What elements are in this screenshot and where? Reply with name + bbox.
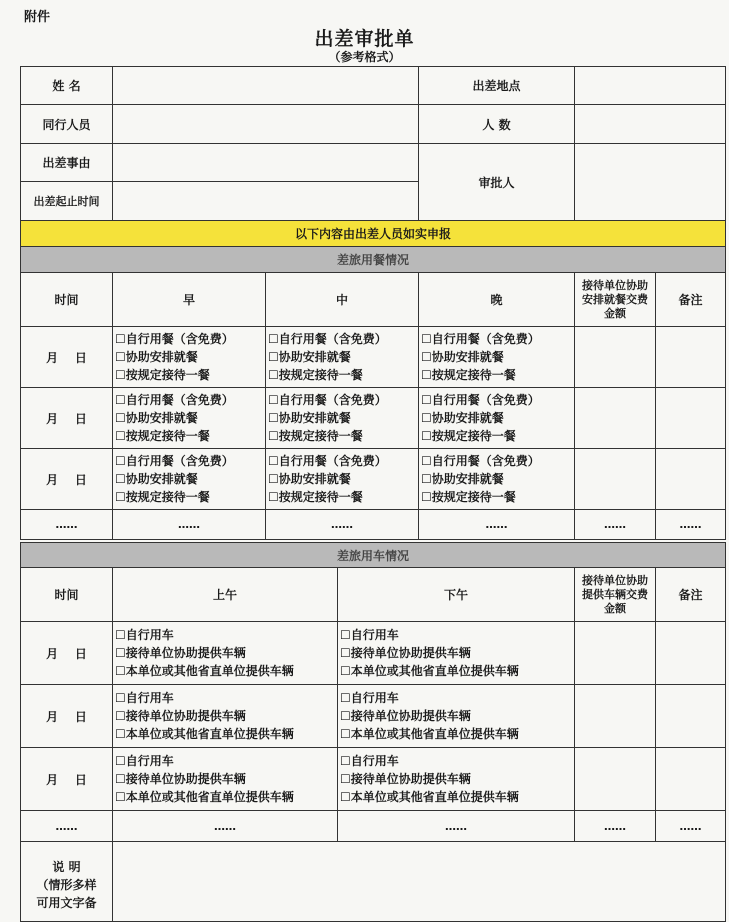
- meal-option-assisted[interactable]: ☐协助安排就餐: [268, 472, 351, 486]
- vehicle-option-self[interactable]: ☐自行用车: [340, 754, 399, 768]
- pm-options[interactable]: [338, 685, 575, 748]
- meal-option-self[interactable]: ☐自行用餐（含免费）: [268, 454, 387, 468]
- meal-option-reception[interactable]: ☐按规定接待一餐: [268, 429, 363, 443]
- ellipsis: ……: [575, 811, 656, 842]
- meal-option-reception[interactable]: ☐按规定接待一餐: [421, 490, 516, 504]
- name-field[interactable]: [113, 67, 419, 105]
- meal-option-assisted[interactable]: ☐协助安排就餐: [421, 350, 504, 364]
- remarks-field[interactable]: [113, 842, 726, 922]
- vehicles-col-am: 上午: [113, 568, 338, 622]
- meal-option-reception[interactable]: ☐按规定接待一餐: [268, 490, 363, 504]
- note-field[interactable]: [656, 388, 726, 449]
- breakfast-options[interactable]: [113, 388, 266, 449]
- lunch-options[interactable]: [266, 327, 419, 388]
- meals-col-time: 时间: [21, 273, 113, 327]
- meal-option-assisted[interactable]: ☐协助安排就餐: [115, 411, 198, 425]
- pm-options[interactable]: [338, 622, 575, 685]
- lunch-options[interactable]: [266, 449, 419, 510]
- meal-option-reception[interactable]: ☐按规定接待一餐: [115, 429, 210, 443]
- count-field[interactable]: [575, 105, 726, 144]
- am-options[interactable]: [113, 622, 338, 685]
- ellipsis: ……: [21, 811, 113, 842]
- day-label: 月 日: [21, 388, 113, 449]
- day-label: 月 日: [21, 449, 113, 510]
- form-subtitle: （参考格式）: [328, 50, 401, 64]
- reason-field[interactable]: [113, 144, 419, 182]
- remarks-label-line: 说 明: [52, 860, 81, 874]
- day-label: 月 日: [21, 685, 113, 748]
- vehicles-row: [21, 748, 726, 811]
- note-field[interactable]: [656, 327, 726, 388]
- vehicle-option-host[interactable]: ☐接待单位协助提供车辆: [340, 709, 471, 723]
- attachment-label: 附件: [24, 10, 51, 25]
- fee-field[interactable]: [575, 388, 656, 449]
- meals-row: [21, 388, 726, 449]
- vehicle-option-self[interactable]: ☐自行用车: [340, 691, 399, 705]
- meal-option-self[interactable]: ☐自行用餐（含免费）: [115, 454, 234, 468]
- dinner-options[interactable]: [419, 449, 575, 510]
- destination-field[interactable]: [575, 67, 726, 105]
- approver-label: 审批人: [419, 144, 575, 221]
- day-label: 月 日: [21, 327, 113, 388]
- meals-section-title: 差旅用餐情况: [21, 247, 726, 273]
- vehicles-col-pm: 下午: [338, 568, 575, 622]
- declaration-banner: 以下内容由出差人员如实申报: [21, 221, 726, 247]
- remarks-label: [21, 842, 113, 922]
- meals-col-dinner: 晚: [419, 273, 575, 327]
- vehicles-table: [20, 542, 726, 922]
- vehicle-option-host[interactable]: ☐接待单位协助提供车辆: [340, 646, 471, 660]
- vehicles-col-note: 备注: [656, 568, 726, 622]
- vehicle-option-unit[interactable]: ☐本单位或其他省直单位提供车辆: [340, 727, 519, 741]
- vehicle-option-unit[interactable]: ☐本单位或其他省直单位提供车辆: [340, 664, 519, 678]
- vehicle-option-unit[interactable]: ☐本单位或其他省直单位提供车辆: [115, 727, 294, 741]
- meal-option-self[interactable]: ☐自行用餐（含免费）: [421, 332, 540, 346]
- form-title: 出差审批单: [314, 28, 415, 50]
- name-label: 姓 名: [21, 67, 113, 105]
- ellipsis: ……: [656, 510, 726, 540]
- meal-option-self[interactable]: ☐自行用餐（含免费）: [268, 393, 387, 407]
- dinner-options[interactable]: [419, 327, 575, 388]
- meal-option-reception[interactable]: ☐按规定接待一餐: [421, 429, 516, 443]
- meal-option-self[interactable]: ☐自行用餐（含免费）: [268, 332, 387, 346]
- meal-option-assisted[interactable]: ☐协助安排就餐: [115, 472, 198, 486]
- ellipsis: ……: [338, 811, 575, 842]
- period-field[interactable]: [113, 182, 419, 221]
- meal-option-reception[interactable]: ☐按规定接待一餐: [268, 368, 363, 382]
- ellipsis: ……: [656, 811, 726, 842]
- vehicles-col-fee: 接待单位协助提供车辆交费金额: [575, 568, 656, 622]
- count-label: 人 数: [419, 105, 575, 144]
- meal-option-assisted[interactable]: ☐协助安排就餐: [421, 472, 504, 486]
- fee-field[interactable]: [575, 327, 656, 388]
- meal-option-assisted[interactable]: ☐协助安排就餐: [421, 411, 504, 425]
- meals-col-fee: 接待单位协助安排就餐交费金额: [575, 273, 656, 327]
- vehicles-row: [21, 622, 726, 685]
- meal-option-assisted[interactable]: ☐协助安排就餐: [115, 350, 198, 364]
- meal-option-assisted[interactable]: ☐协助安排就餐: [268, 411, 351, 425]
- meal-option-reception[interactable]: ☐按规定接待一餐: [421, 368, 516, 382]
- remarks-row: [21, 842, 726, 922]
- day-label: 月 日: [21, 622, 113, 685]
- meals-table: [20, 246, 726, 540]
- ellipsis: ……: [113, 811, 338, 842]
- am-options[interactable]: [113, 685, 338, 748]
- vehicles-section-title: 差旅用车情况: [21, 543, 726, 568]
- ellipsis: ……: [575, 510, 656, 540]
- remarks-label-line: （情形多样: [36, 878, 97, 892]
- meal-option-reception[interactable]: ☐按规定接待一餐: [115, 368, 210, 382]
- breakfast-options[interactable]: [113, 449, 266, 510]
- fee-field[interactable]: [575, 449, 656, 510]
- ellipsis: ……: [21, 510, 113, 540]
- ellipsis: ……: [419, 510, 575, 540]
- companions-label: 同行人员: [21, 105, 113, 144]
- vehicle-option-unit[interactable]: ☐本单位或其他省直单位提供车辆: [115, 664, 294, 678]
- note-field[interactable]: [656, 748, 726, 811]
- note-field[interactable]: [656, 685, 726, 748]
- meal-option-reception[interactable]: ☐按规定接待一餐: [115, 490, 210, 504]
- reason-label: 出差事由: [21, 144, 113, 182]
- vehicle-option-host[interactable]: ☐接待单位协助提供车辆: [340, 772, 471, 786]
- vehicles-ellipsis-row: [21, 811, 726, 842]
- meals-col-note: 备注: [656, 273, 726, 327]
- header-table: [20, 66, 726, 247]
- meals-col-breakfast: 早: [113, 273, 266, 327]
- meal-option-self[interactable]: ☐自行用餐（含免费）: [421, 454, 540, 468]
- vehicles-row: [21, 685, 726, 748]
- fee-field[interactable]: [575, 748, 656, 811]
- meals-row: [21, 327, 726, 388]
- destination-label: 出差地点: [419, 67, 575, 105]
- vehicle-option-host[interactable]: ☐接待单位协助提供车辆: [115, 646, 246, 660]
- meal-option-self[interactable]: ☐自行用餐（含免费）: [115, 393, 234, 407]
- ellipsis: ……: [113, 510, 266, 540]
- fee-field[interactable]: [575, 685, 656, 748]
- meal-option-self[interactable]: ☐自行用餐（含免费）: [115, 332, 234, 346]
- vehicle-option-host[interactable]: ☐接待单位协助提供车辆: [115, 772, 246, 786]
- vehicle-option-self[interactable]: ☐自行用车: [115, 754, 174, 768]
- ellipsis: ……: [266, 510, 419, 540]
- meal-option-self[interactable]: ☐自行用餐（含免费）: [421, 393, 540, 407]
- meals-row: [21, 449, 726, 510]
- pm-options[interactable]: [338, 748, 575, 811]
- companions-field[interactable]: [113, 105, 419, 144]
- breakfast-options[interactable]: [113, 327, 266, 388]
- vehicles-col-time: 时间: [21, 568, 113, 622]
- vehicle-option-unit[interactable]: ☐本单位或其他省直单位提供车辆: [115, 790, 294, 804]
- period-label: 出差起止时间: [21, 182, 113, 221]
- vehicle-option-self[interactable]: ☐自行用车: [340, 628, 399, 642]
- remarks-label-line: 可用文字备: [36, 896, 97, 910]
- note-field[interactable]: [656, 622, 726, 685]
- vehicle-option-host[interactable]: ☐接待单位协助提供车辆: [115, 709, 246, 723]
- meals-col-lunch: 中: [266, 273, 419, 327]
- vehicle-option-unit[interactable]: ☐本单位或其他省直单位提供车辆: [340, 790, 519, 804]
- vehicle-option-self[interactable]: ☐自行用车: [115, 628, 174, 642]
- lunch-options[interactable]: [266, 388, 419, 449]
- fee-field[interactable]: [575, 622, 656, 685]
- dinner-options[interactable]: [419, 388, 575, 449]
- note-field[interactable]: [656, 449, 726, 510]
- meals-ellipsis-row: [21, 510, 726, 540]
- day-label: 月 日: [21, 748, 113, 811]
- approver-field[interactable]: [575, 144, 726, 221]
- am-options[interactable]: [113, 748, 338, 811]
- meal-option-assisted[interactable]: ☐协助安排就餐: [268, 350, 351, 364]
- vehicle-option-self[interactable]: ☐自行用车: [115, 691, 174, 705]
